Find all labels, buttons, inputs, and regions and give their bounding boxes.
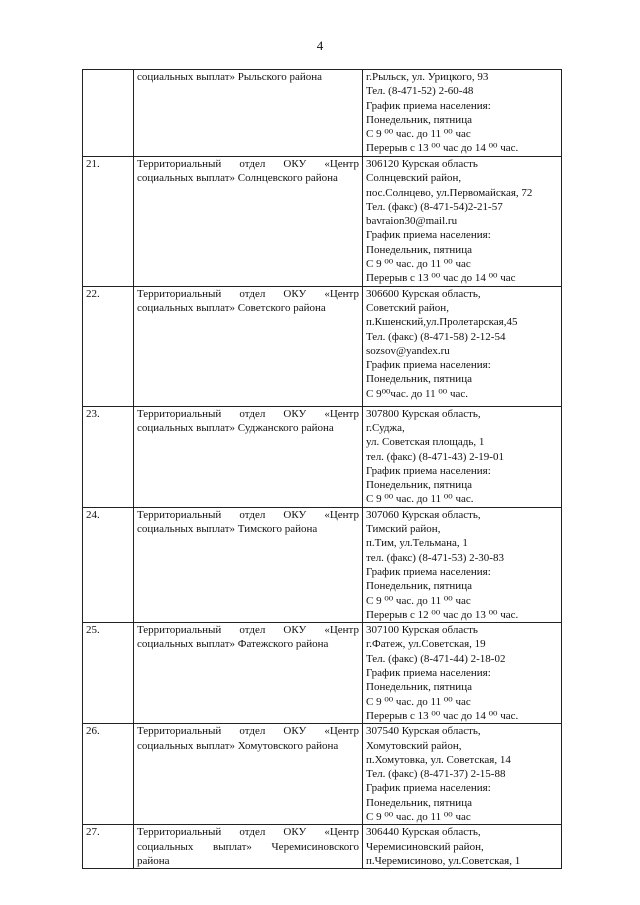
address-line: 307800 Курская область, bbox=[366, 407, 481, 420]
address-line: График приема населения: bbox=[366, 565, 491, 578]
address-line: Перерыв с 12 ⁰⁰ час до 13 ⁰⁰ час. bbox=[366, 608, 519, 621]
address-line: Тел. (факс) (8-471-54)2-21-57 bbox=[366, 200, 503, 213]
department-name-line: социальных выплат» Советского района bbox=[137, 301, 326, 314]
department-name-line: района bbox=[137, 854, 170, 867]
address-line: С 9 ⁰⁰ час. до 11 ⁰⁰ час bbox=[366, 594, 471, 607]
table-row bbox=[83, 286, 562, 406]
table-row bbox=[83, 623, 562, 724]
address-line: ул. Советская площадь, 1 bbox=[366, 436, 485, 449]
department-name-line: социальных выплат» Солнцевского района bbox=[137, 172, 338, 185]
address-line: г.Суджа, bbox=[366, 421, 405, 434]
address-line: Понедельник, пятница bbox=[366, 681, 472, 694]
address-line: п.Черемисиново, ул.Советская, 1 bbox=[366, 854, 521, 867]
address-line: 306440 Курская область, bbox=[366, 826, 481, 839]
department-address bbox=[363, 157, 562, 287]
department-address bbox=[363, 825, 562, 869]
department-name-line: Территориальный отдел ОКУ «Центр bbox=[137, 508, 359, 521]
email-link[interactable]: bavraion30@mail.ru bbox=[366, 215, 458, 228]
table-row bbox=[83, 825, 562, 869]
table-row bbox=[83, 507, 562, 622]
address-line: С 9⁰⁰час. до 11 ⁰⁰ час. bbox=[366, 387, 469, 400]
address-line: п.Кшенский,ул.Пролетарская,45 bbox=[366, 316, 518, 329]
address-line: Солнцевский район, bbox=[366, 172, 462, 185]
row-number: 27. bbox=[83, 825, 134, 869]
department-name bbox=[134, 825, 363, 869]
address-line: Понедельник, пятница bbox=[366, 243, 472, 256]
department-address bbox=[363, 623, 562, 724]
department-name bbox=[134, 623, 363, 724]
department-address bbox=[363, 507, 562, 622]
address-line: График приема населения: bbox=[366, 464, 491, 477]
department-name-line: социальных выплат» Черемисиновского bbox=[137, 840, 359, 853]
department-name bbox=[134, 286, 363, 406]
address-line: г.Рыльск, ул. Урицкого, 93 bbox=[366, 71, 489, 83]
department-address bbox=[363, 406, 562, 507]
address-line: пос.Солнцево, ул.Первомайская, 72 bbox=[366, 186, 533, 199]
row-number: 22. bbox=[83, 286, 134, 406]
department-address bbox=[363, 286, 562, 406]
address-line: Понедельник, пятница bbox=[366, 580, 472, 593]
address-line: График приема населения: bbox=[366, 667, 491, 680]
department-name-line: социальных выплат» Хомутовского района bbox=[137, 739, 339, 752]
department-address bbox=[363, 70, 562, 157]
row-number: 25. bbox=[83, 623, 134, 724]
table-row bbox=[83, 70, 562, 157]
row-number: 24. bbox=[83, 507, 134, 622]
address-line: Тел. (8-471-52) 2-60-48 bbox=[366, 85, 474, 98]
table-row bbox=[83, 157, 562, 287]
address-line: 306120 Курская область bbox=[366, 158, 478, 170]
address-line: Советский район, bbox=[366, 301, 449, 314]
address-line: Понедельник, пятница bbox=[366, 113, 472, 126]
address-line: 306600 Курская область, bbox=[366, 287, 481, 300]
department-name-line: социальных выплат» Тимского района bbox=[137, 523, 318, 536]
row-number: 21. bbox=[83, 157, 134, 287]
address-line: График приема населения: bbox=[366, 99, 491, 112]
department-name-line: Территориальный отдел ОКУ «Центр bbox=[137, 624, 359, 637]
address-line: Тел. (факс) (8-471-44) 2-18-02 bbox=[366, 652, 506, 665]
department-name-line: Территориальный отдел ОКУ «Центр bbox=[137, 826, 359, 839]
address-line: п.Тим, ул.Тельмана, 1 bbox=[366, 537, 468, 550]
address-line: График приема населения: bbox=[366, 229, 491, 242]
department-name-line: Территориальный отдел ОКУ «Центр bbox=[137, 287, 359, 300]
address-line: Понедельник, пятница bbox=[366, 373, 472, 386]
department-name-line: Территориальный отдел ОКУ «Центр bbox=[137, 407, 359, 420]
address-line: Понедельник, пятница bbox=[366, 796, 472, 809]
table-row bbox=[83, 724, 562, 825]
address-line: Перерыв с 13 ⁰⁰ час до 14 ⁰⁰ час. bbox=[366, 709, 519, 722]
address-line: 307540 Курская область, bbox=[366, 725, 481, 738]
address-line: п.Хомутовка, ул. Советская, 14 bbox=[366, 753, 511, 766]
department-name-line: Территориальный отдел ОКУ «Центр bbox=[137, 158, 359, 170]
table-row bbox=[83, 406, 562, 507]
address-line: тел. (факс) (8-471-53) 2-30-83 bbox=[366, 551, 504, 564]
address-line: 307060 Курская область, bbox=[366, 508, 481, 521]
department-name bbox=[134, 70, 363, 157]
address-line: С 9 ⁰⁰ час. до 11 ⁰⁰ час bbox=[366, 128, 471, 141]
address-line: Черемисиновский район, bbox=[366, 840, 484, 853]
address-line: Тел. (факс) (8-471-37) 2-15-88 bbox=[366, 768, 506, 781]
department-name-line: социальных выплат» Рыльского района bbox=[137, 71, 322, 83]
department-address bbox=[363, 724, 562, 825]
department-name-line: Территориальный отдел ОКУ «Центр bbox=[137, 725, 359, 738]
department-name bbox=[134, 406, 363, 507]
address-line: Перерыв с 13 ⁰⁰ час до 14 ⁰⁰ час. bbox=[366, 142, 519, 155]
departments-table bbox=[82, 69, 562, 869]
page-number: 4 bbox=[316, 38, 324, 53]
address-line: г.Фатеж, ул.Советская, 19 bbox=[366, 638, 486, 651]
address-line: Тел. (факс) (8-471-58) 2-12-54 bbox=[366, 330, 506, 343]
department-name-line: социальных выплат» Фатежского района bbox=[137, 638, 329, 651]
address-line: тел. (факс) (8-471-43) 2-19-01 bbox=[366, 450, 504, 463]
department-name bbox=[134, 724, 363, 825]
row-number: 23. bbox=[83, 406, 134, 507]
address-line: Хомутовский район, bbox=[366, 739, 462, 752]
address-line: С 9 ⁰⁰ час. до 11 ⁰⁰ час. bbox=[366, 493, 474, 506]
address-line: График приема населения: bbox=[366, 782, 491, 795]
address-line: С 9 ⁰⁰ час. до 11 ⁰⁰ час bbox=[366, 695, 471, 708]
department-name bbox=[134, 507, 363, 622]
department-name bbox=[134, 157, 363, 287]
address-line: График приема населения: bbox=[366, 359, 491, 372]
address-line: Понедельник, пятница bbox=[366, 479, 472, 492]
row-number: 26. bbox=[83, 724, 134, 825]
address-line: Перерыв с 13 ⁰⁰ час до 14 ⁰⁰ час bbox=[366, 272, 516, 285]
address-line: Тимский район, bbox=[366, 523, 441, 536]
address-line: С 9 ⁰⁰ час. до 11 ⁰⁰ час bbox=[366, 810, 471, 823]
email-link[interactable]: sozsov@yandex.ru bbox=[366, 344, 450, 357]
address-line: С 9 ⁰⁰ час. до 11 ⁰⁰ час bbox=[366, 258, 471, 271]
address-line: 307100 Курская область bbox=[366, 624, 478, 637]
row-number bbox=[83, 70, 134, 157]
department-name-line: социальных выплат» Суджанского района bbox=[137, 421, 334, 434]
